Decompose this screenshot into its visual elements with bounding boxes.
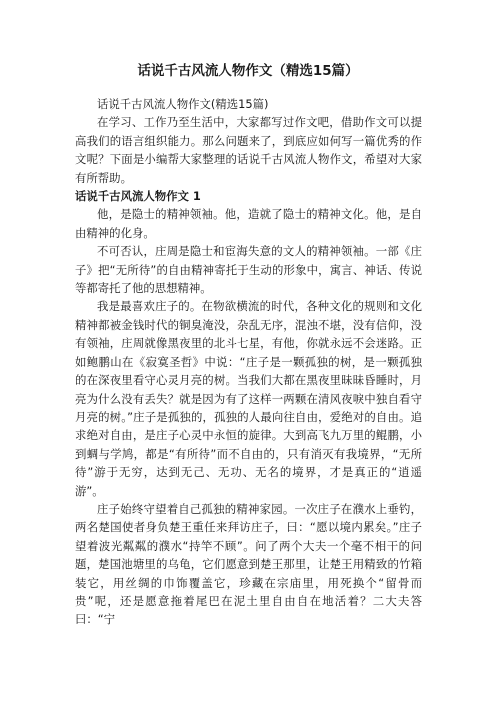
document-title: 话说千古风流人物作文（精选15篇） — [137, 63, 359, 79]
document-body — [75, 95, 422, 629]
body-paragraph: 庄子始终守望着自己孤独的精神家园。一次庄子在濮水上垂钓，两名楚国使者身负楚王重任来拜访庄子，曰：“愿以境内累矣。”庄子望着波光粼粼的濮水“持竿不顾”。问了两个大夫一个毫不相干的问题，楚国池塘里的乌龟，它们愿意到楚王那里，让楚王用精致的竹箱装它，用丝绸的巾饰覆盖它，珍藏在宗庙里，用死换个“留骨而贵”呢，还是愿意拖着尾巴在泥土里自由自在地活着？二大夫答曰：“宁 — [75, 501, 422, 627]
section-heading: 话说千古风流人物作文 1 — [75, 189, 201, 204]
intro-paragraph: 在学习、工作乃至生活中，大家都写过作文吧，借助作文可以提高我们的语言组织能力。那么问题来了，到底应如何写一篇优秀的作文呢？下面是小编帮大家整理的话说千古风流人物作文，希望对大家有所帮助。 — [75, 115, 422, 185]
body-paragraph: 我是最喜欢庄子的。在物欲横流的时代，各种文化的规则和文化精神都被金钱时代的铜臭淹没，杂乱无序，混浊不堪，没有信仰，没有领袖，庄周就像黑夜里的北斗七星，有他，你就永远不会迷路。正如鲍鹏山在《寂寞圣哲》中说：“庄子是一颗孤独的树，是一颗孤独的在深夜里看守心灵月亮的树。当我们大都在黑夜里昧昧昏睡时，月亮为什么没有丢失？就是因为有了这样一两颗在清风夜唳中独自看守月亮的树。”庄子是孤独的，孤独的人最向往自由，爱绝对的自由。追求绝对自由，是庄子心灵中永恒的旋律。大到高飞九万里的鲲鹏，小到蜩与学鸠，都是“有所待”而不自由的，只有消灭有我境界，“无所待”游于无穷，达到无己、无功、无名的境界，才是真正的“逍遥游”。 — [75, 299, 422, 498]
document-subtitle: 话说千古风流人物作文(精选15篇) — [97, 97, 269, 111]
body-paragraph: 他，是隐士的精神领袖。他，造就了隐士的精神文化。他，是自由精神的化身。 — [75, 207, 422, 240]
body-paragraph: 不可否认，庄周是隐士和宦海失意的文人的精神领袖。一部《庄子》把“无所待”的自由精神寄托于生动的形象中，寓言、神话、传说等都寄托了他的思想精神。 — [75, 244, 422, 296]
